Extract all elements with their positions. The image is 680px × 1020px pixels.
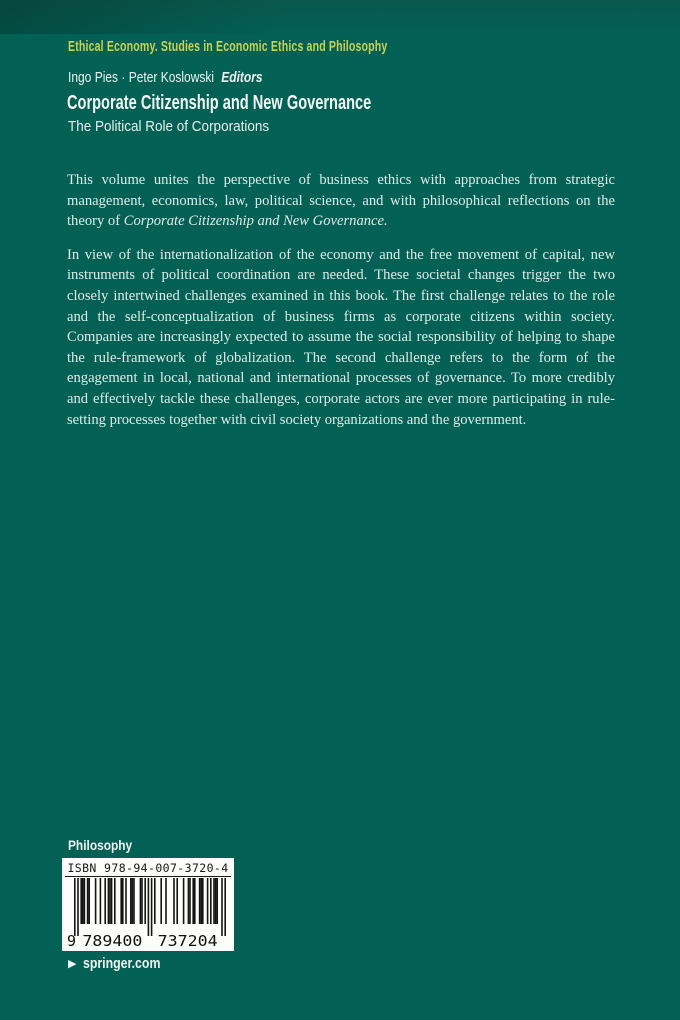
barcode-digit-group-2: 789400 [82,932,143,948]
triangle-icon: ▶ [68,957,77,970]
synopsis-paragraph-1 [67,170,615,232]
website-text: springer.com [83,956,161,972]
barcode-digit-group-3: 737204 [157,932,218,948]
book-subtitle-text: The Political Role of Corporations [68,118,270,135]
category-label [68,837,143,853]
book-subtitle [68,118,291,135]
synopsis-paragraph-1-italic: Corporate Citizenship and New Governance. [123,213,388,230]
synopsis [67,170,615,430]
series-title [68,39,506,55]
synopsis-paragraph-1-text: This volume unites the perspective of business ethics with approaches from strategic management, economics, law, political science, and with philosophical reflections on the theory of [67,172,615,230]
barcode-panel [62,858,234,951]
synopsis-paragraph-2: In view of the internationalization of the economy and the free movement of capital, new instruments of political coordination are needed. These societal changes trigger the two closely intertwined challenges examined in this book. The first challenge relates to the role and the self-conceptualization of business firms as corporate citizens within society. Companies are increasingly expected to assume the social responsibility of helping to shape the rule-framework of globalization. The second challenge refers to the form of the engagement in local, national and international processes of governance. To more credibly and effectively tackle these challenges, corporate actors are ever more participating in rule-setting processes together with civil society organizations and the government. [67,246,615,428]
book-title [67,92,484,115]
isbn-label: ISBN 978-94-007-3720-4 [65,861,231,877]
editors-line [68,69,311,86]
editors-label: Editors [221,69,263,86]
publisher-website [68,956,175,972]
series-title-text: Ethical Economy. Studies in Economic Ethics and Philosophy [68,39,388,55]
barcode-digit-group-1: 9 [67,932,77,948]
category-label-text: Philosophy [68,837,133,853]
barcode-bars [74,878,226,936]
author-names: Ingo Pies · Peter Koslowski [68,69,215,86]
ean13-barcode [64,878,232,948]
book-title-text: Corporate Citizenship and New Governance [67,92,372,114]
